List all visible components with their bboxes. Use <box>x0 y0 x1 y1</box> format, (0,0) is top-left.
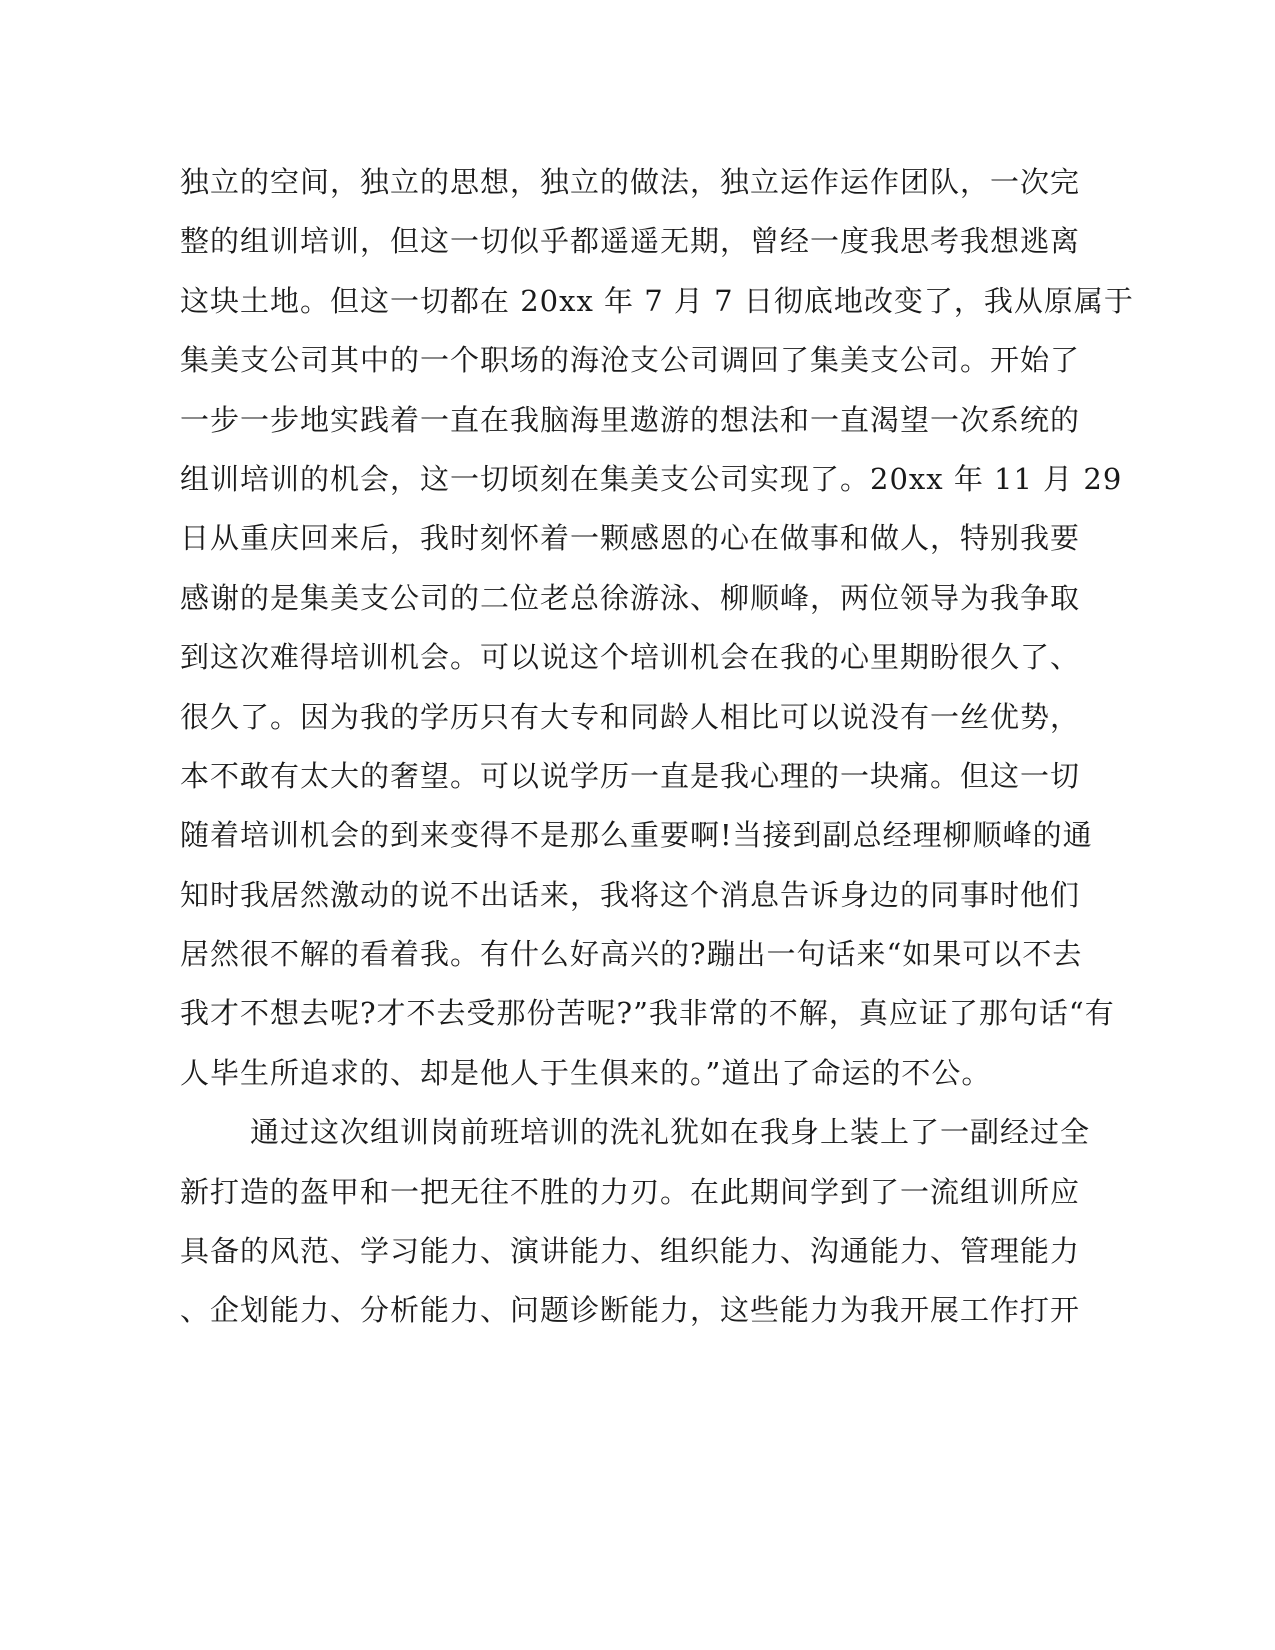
text-line: 感谢的是集美支公司的二位老总徐游泳、柳顺峰，两位领导为我争取 <box>180 580 1081 615</box>
text-line: 到这次难得培训机会。可以说这个培训机会在我的心里期盼很久了、 <box>180 640 1081 675</box>
text-line: 我才不想去呢?才不去受那份苦呢?”我非常的不解，真应证了那句话“有 <box>180 996 1115 1031</box>
text-line: 整的组训培训，但这一切似乎都遥遥无期，曾经一度我思考我想逃离 <box>180 224 1081 259</box>
text-line: 这块土地。但这一切都在 20xx 年 7 月 7 日彻底地改变了，我从原属于 <box>180 283 1134 318</box>
text-line: 本不敢有太大的奢望。可以说学历一直是我心理的一块痛。但这一切 <box>180 758 1081 793</box>
text-line: 新打造的盔甲和一把无往不胜的力刃。在此期间学到了一流组训所应 <box>180 1174 1081 1209</box>
text-line: 具备的风范、学习能力、演讲能力、组织能力、沟通能力、管理能力 <box>180 1234 1081 1269</box>
text-line: 居然很不解的看着我。有什么好高兴的?蹦出一句话来“如果可以不去 <box>180 937 1083 972</box>
text-line: 集美支公司其中的一个职场的海沧支公司调回了集美支公司。开始了 <box>180 343 1081 378</box>
text-line: 日从重庆回来后，我时刻怀着一颗感恩的心在做事和做人，特别我要 <box>180 521 1081 556</box>
text-line: 独立的空间，独立的思想，独立的做法，独立运作运作团队，一次完 <box>180 165 1081 199</box>
paragraph-2 <box>180 1112 1091 1350</box>
text-line: 组训培训的机会，这一切顷刻在集美支公司实现了。20xx 年 11 月 29 <box>180 461 1123 496</box>
text-line: 一步一步地实践着一直在我脑海里遨游的想法和一直渴望一次系统的 <box>180 402 1081 437</box>
text-line: 、企划能力、分析能力、问题诊断能力，这些能力为我开展工作打开 <box>180 1293 1081 1328</box>
text-line: 人毕生所追求的、却是他人于生俱来的。”道出了命运的不公。 <box>180 1055 992 1090</box>
paragraph-1 <box>180 162 1134 1112</box>
text-line: 随着培训机会的到来变得不是那么重要啊!当接到副总经理柳顺峰的通 <box>180 818 1093 853</box>
text-line: 通过这次组训岗前班培训的洗礼犹如在我身上装上了一副经过全 <box>250 1115 1091 1150</box>
document-body <box>180 162 1134 1350</box>
text-line: 很久了。因为我的学历只有大专和同龄人相比可以说没有一丝优势， <box>180 699 1081 734</box>
text-line: 知时我居然激动的说不出话来，我将这个消息告诉身边的同事时他们 <box>180 877 1081 912</box>
